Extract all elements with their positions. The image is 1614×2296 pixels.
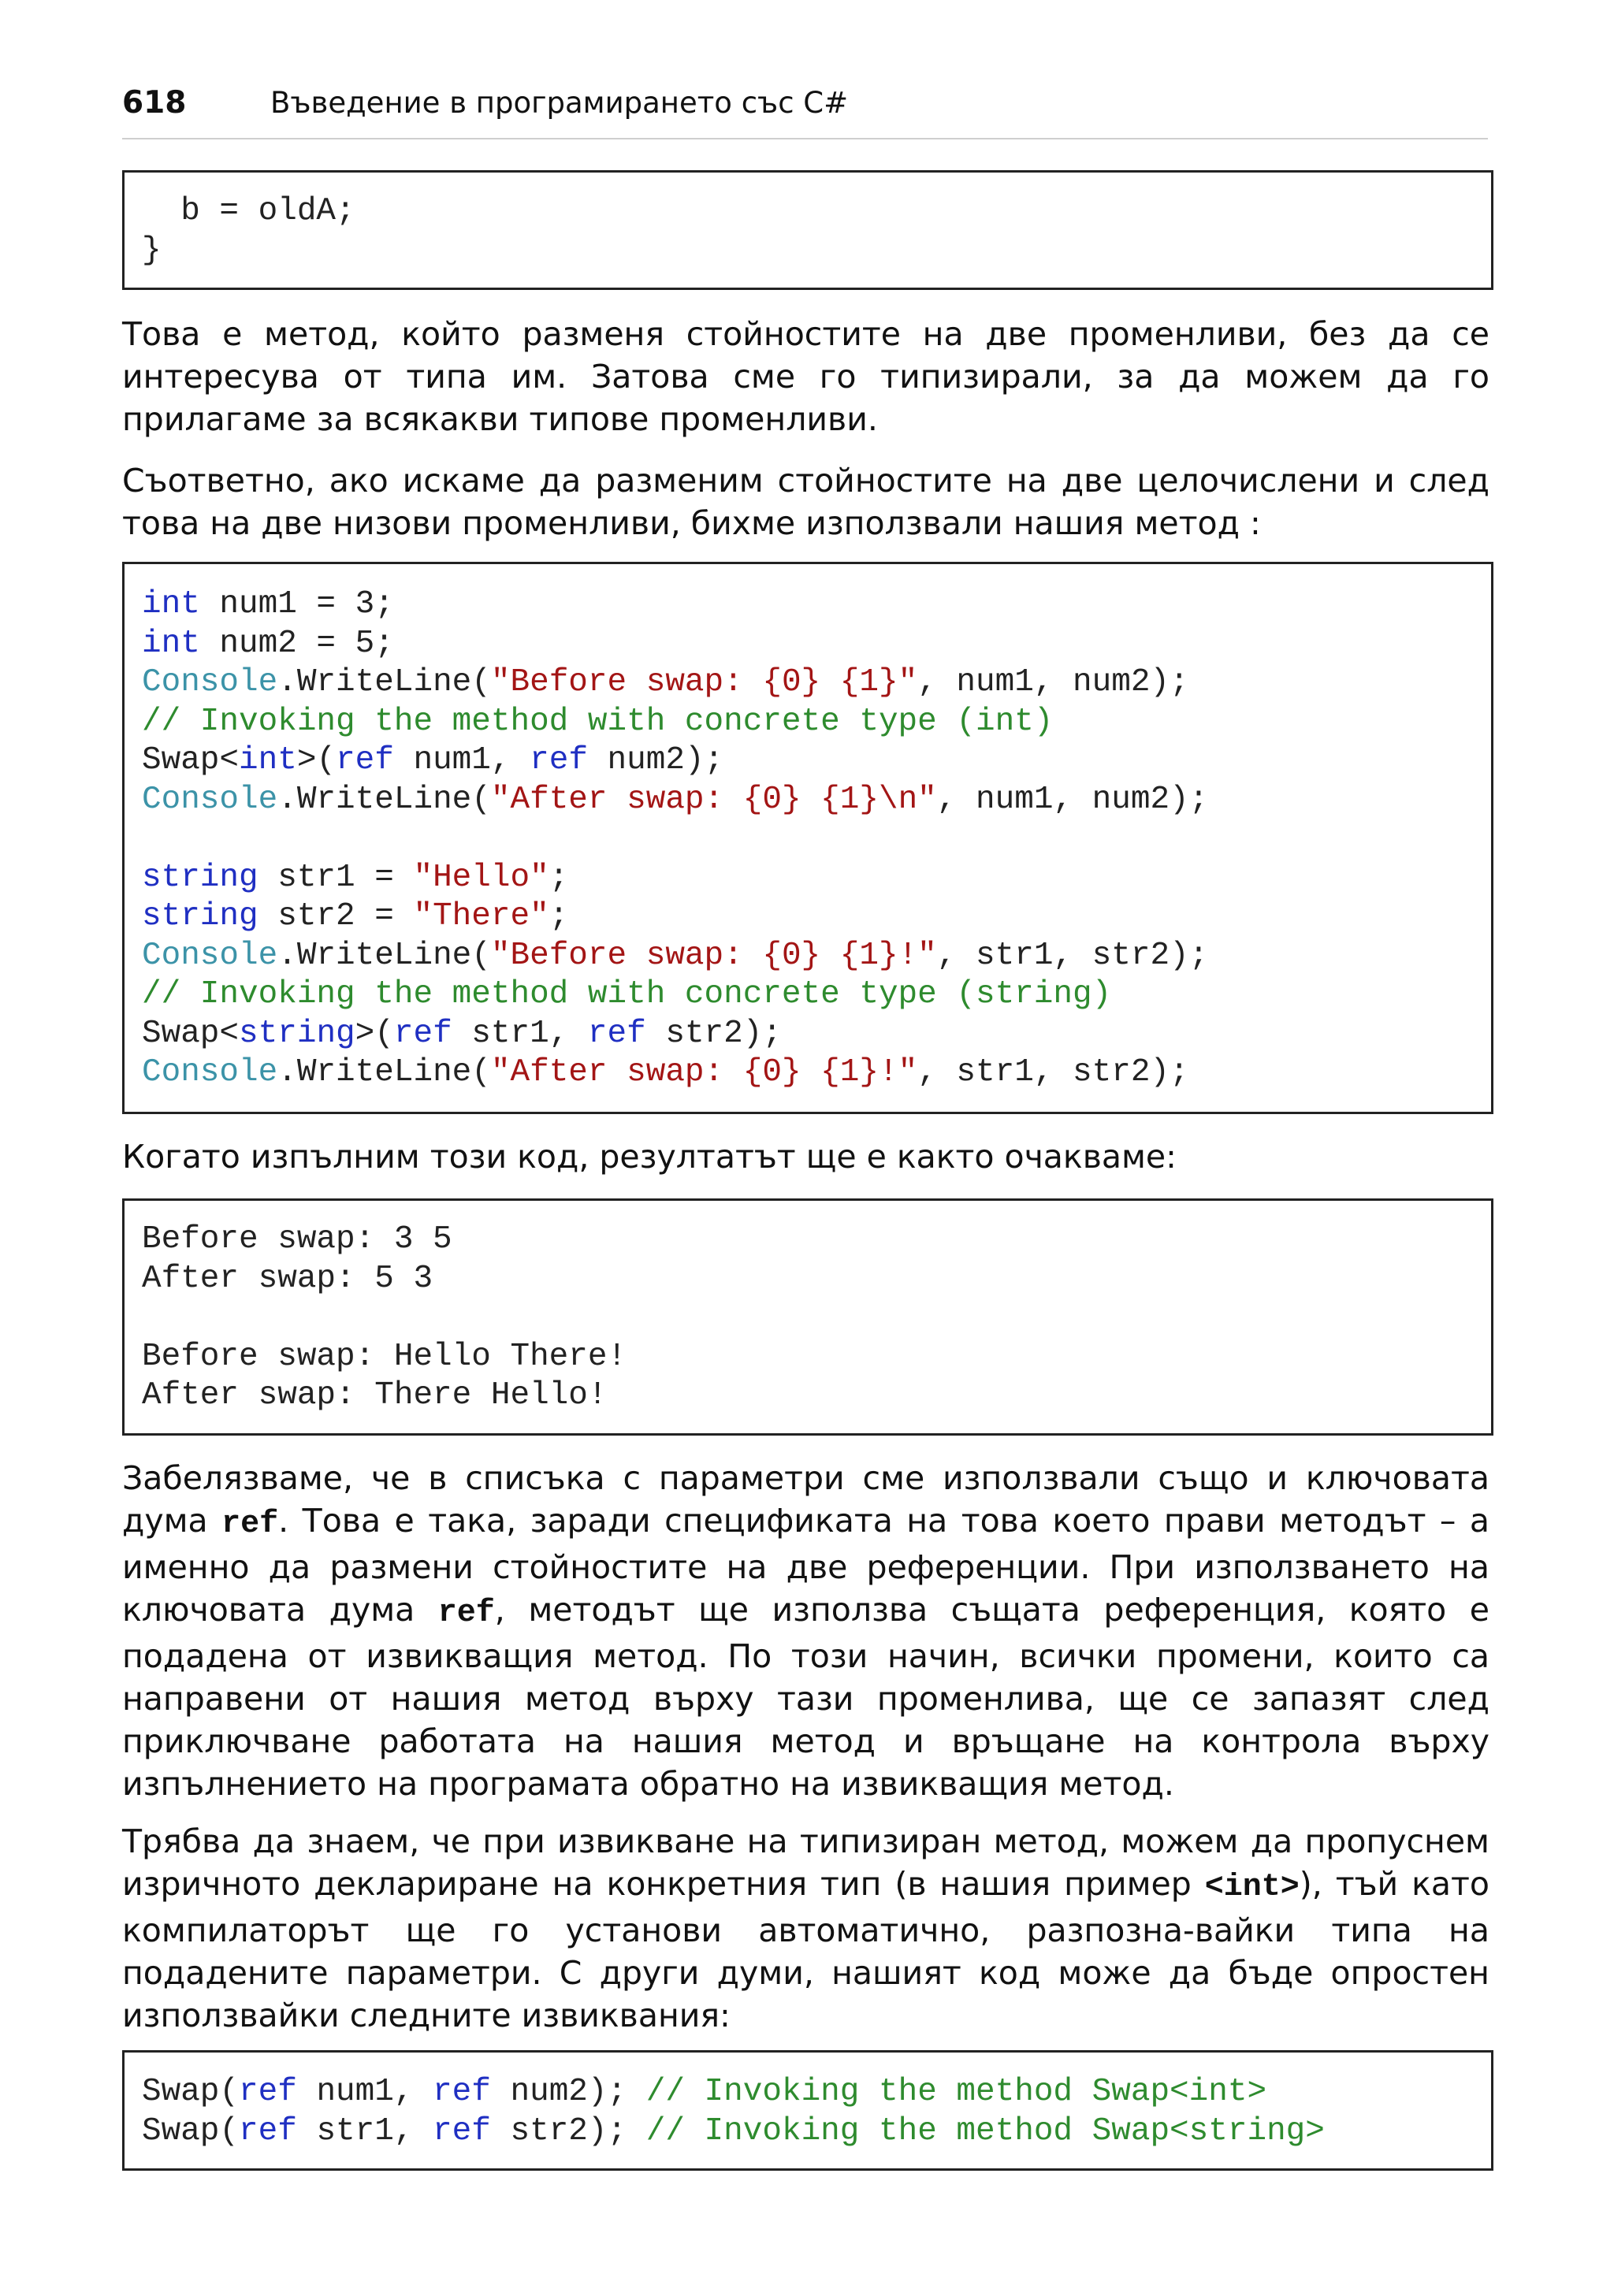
ref-text-part-2: . Това е така, заради спецификата на това което прави методът – а именно да размени стойностите на две референции. При използването на ключовата дума xyxy=(122,1502,1490,1629)
paragraph-type-inference xyxy=(122,1820,1489,2037)
code-token: >( xyxy=(296,742,337,778)
code-token: .WriteLine( xyxy=(277,781,491,818)
code-line xyxy=(142,663,1491,703)
code-token: After swap: There Hello! xyxy=(142,1377,608,1414)
console-output xyxy=(142,1220,1491,1416)
code-token: // Invoking the method with concrete type (string) xyxy=(142,976,1112,1012)
code-token: str1 = xyxy=(258,859,414,896)
page-number: 618 xyxy=(122,85,187,121)
code-token: "Before swap: {0} {1}" xyxy=(490,664,918,700)
code-token: .WriteLine( xyxy=(277,664,491,700)
code-token: >( xyxy=(355,1015,394,1052)
inference-text-part-1: Трябва да знаем, че при извикване на типизиран метод, можем да пропуснем изричното деклариране на конкретния тип (в нашия пример xyxy=(122,1822,1489,1903)
code-token: } xyxy=(142,232,162,269)
code-token: Swap< xyxy=(142,742,240,778)
code-token: ; xyxy=(549,859,569,896)
inline-code-int: <int> xyxy=(1204,1870,1300,1905)
code-line xyxy=(142,897,1491,937)
code-line xyxy=(142,1376,1491,1416)
code-token: , str1, str2); xyxy=(917,1054,1189,1090)
code-block-inferred-calls xyxy=(122,2050,1493,2171)
code-line xyxy=(142,859,1491,898)
code-token: ref xyxy=(239,2112,297,2149)
code-line xyxy=(142,1220,1491,1260)
code-token: Console xyxy=(142,664,278,700)
code-listing xyxy=(142,2073,1491,2151)
code-token: num1 = 3; xyxy=(199,586,394,622)
code-block-console-output xyxy=(122,1198,1493,1436)
code-token: .WriteLine( xyxy=(277,1054,491,1090)
code-line xyxy=(142,232,1491,271)
code-line xyxy=(142,1053,1491,1093)
code-token: "After swap: {0} {1}\n" xyxy=(490,781,937,818)
code-token: num2); xyxy=(490,2074,646,2110)
code-token: Before swap: Hello There! xyxy=(142,1338,627,1375)
code-line xyxy=(142,819,1491,859)
code-line xyxy=(142,1338,1491,1377)
code-token: num1, xyxy=(393,742,530,778)
paragraph-swap-description: Това е метод, който разменя стойностите на две променливи, без да се интересува от типа им. Затова сме го типизирали, за да можем да го прилагаме за всякакви типове променливи. xyxy=(122,315,1489,438)
code-line xyxy=(142,937,1491,976)
code-token: str1, xyxy=(452,1015,588,1052)
code-token: Before swap: 3 5 xyxy=(142,1221,452,1258)
code-listing xyxy=(142,585,1491,1093)
code-token: Console xyxy=(142,937,278,974)
code-block-swap-usage xyxy=(122,562,1493,1114)
code-token: , num1, num2); xyxy=(936,781,1209,818)
code-token: // Invoking the method Swap<int> xyxy=(645,2074,1267,2110)
code-line xyxy=(142,1015,1491,1054)
paragraph-output-intro: Когато изпълним този код, резултатът ще е както очакваме: xyxy=(122,1138,1177,1176)
code-token: int xyxy=(239,742,297,778)
code-token: Console xyxy=(142,1054,278,1090)
code-token: ref xyxy=(336,742,394,778)
code-token: string xyxy=(142,859,258,896)
paragraph-swap-usage-intro: Съответно, ако искаме да разменим стойностите на две целочислени и след това на две низови променливи, бихме използвали нашия метод : xyxy=(122,462,1489,542)
code-token: ; xyxy=(549,898,569,934)
code-line xyxy=(142,781,1491,820)
code-token: Swap( xyxy=(142,2112,240,2149)
code-token: After swap: 5 3 xyxy=(142,1260,433,1297)
code-line xyxy=(142,585,1491,625)
code-line xyxy=(142,2073,1491,2112)
code-line xyxy=(142,975,1491,1015)
code-token: ref xyxy=(393,1015,452,1052)
code-token: str2); xyxy=(645,1015,782,1052)
code-token: num1, xyxy=(296,2074,433,2110)
code-token: ref xyxy=(433,2074,491,2110)
code-token: string xyxy=(142,898,258,934)
code-token: .WriteLine( xyxy=(277,937,491,974)
code-token: str1, xyxy=(296,2112,433,2149)
paragraph-ref-explanation xyxy=(122,1457,1489,1805)
code-token: // Invoking the method with concrete type (int) xyxy=(142,703,1054,740)
book-title: Въведение в програмирането със C# xyxy=(270,86,849,120)
code-token: num2 = 5; xyxy=(199,625,394,662)
inline-code-ref: ref xyxy=(221,1507,279,1542)
code-line xyxy=(142,741,1491,781)
code-block-swap-tail xyxy=(122,170,1493,290)
code-line xyxy=(142,1260,1491,1299)
code-token: ref xyxy=(239,2074,297,2110)
code-token: , num1, num2); xyxy=(917,664,1189,700)
code-line xyxy=(142,2112,1491,2152)
code-line xyxy=(142,703,1491,742)
code-token: int xyxy=(142,625,200,662)
code-token: , str1, str2); xyxy=(936,937,1209,974)
code-token: b = oldA; xyxy=(142,193,355,229)
code-token: ref xyxy=(433,2112,491,2149)
code-token: ref xyxy=(587,1015,646,1052)
code-token: Console xyxy=(142,781,278,818)
ref-text-part-1: Забелязваме, че в списъка с параметри сме използвали също и ключовата дума xyxy=(122,1459,1489,1540)
inline-code-ref: ref xyxy=(437,1596,495,1631)
code-line xyxy=(142,192,1491,232)
code-token: str2 = xyxy=(258,898,414,934)
code-token: // Invoking the method Swap<string> xyxy=(645,2112,1325,2149)
page-header xyxy=(122,81,1488,139)
code-token: Swap( xyxy=(142,2074,240,2110)
code-listing xyxy=(142,192,1491,270)
code-token: string xyxy=(239,1015,355,1052)
code-line xyxy=(142,625,1491,664)
code-line xyxy=(142,1298,1491,1338)
code-token: "There" xyxy=(413,898,549,934)
code-token: int xyxy=(142,586,200,622)
code-token: "After swap: {0} {1}!" xyxy=(490,1054,918,1090)
code-token: "Hello" xyxy=(413,859,549,896)
code-token: Swap< xyxy=(142,1015,240,1052)
ref-text-part-3: , методът ще използва същата референция, която е подадена от извикващия метод. По този начин, всички промени, които са направени от нашия метод върху тази променлива, ще се запазят след приключване работата на нашия метод и връщане на контрола върху изпълнението на програмата обратно на извикващия метод. xyxy=(122,1591,1489,1803)
code-token: ref xyxy=(530,742,588,778)
code-token: num2); xyxy=(587,742,724,778)
code-token: "Before swap: {0} {1}!" xyxy=(490,937,937,974)
code-token: str2); xyxy=(490,2112,646,2149)
inference-text-part-2: ), тъй като компилаторът ще го установи автоматично, разпозна-вайки типа на подадените параметри. С други думи, нашият код може да бъде опростен използвайки следните извиквания: xyxy=(122,1865,1489,2034)
